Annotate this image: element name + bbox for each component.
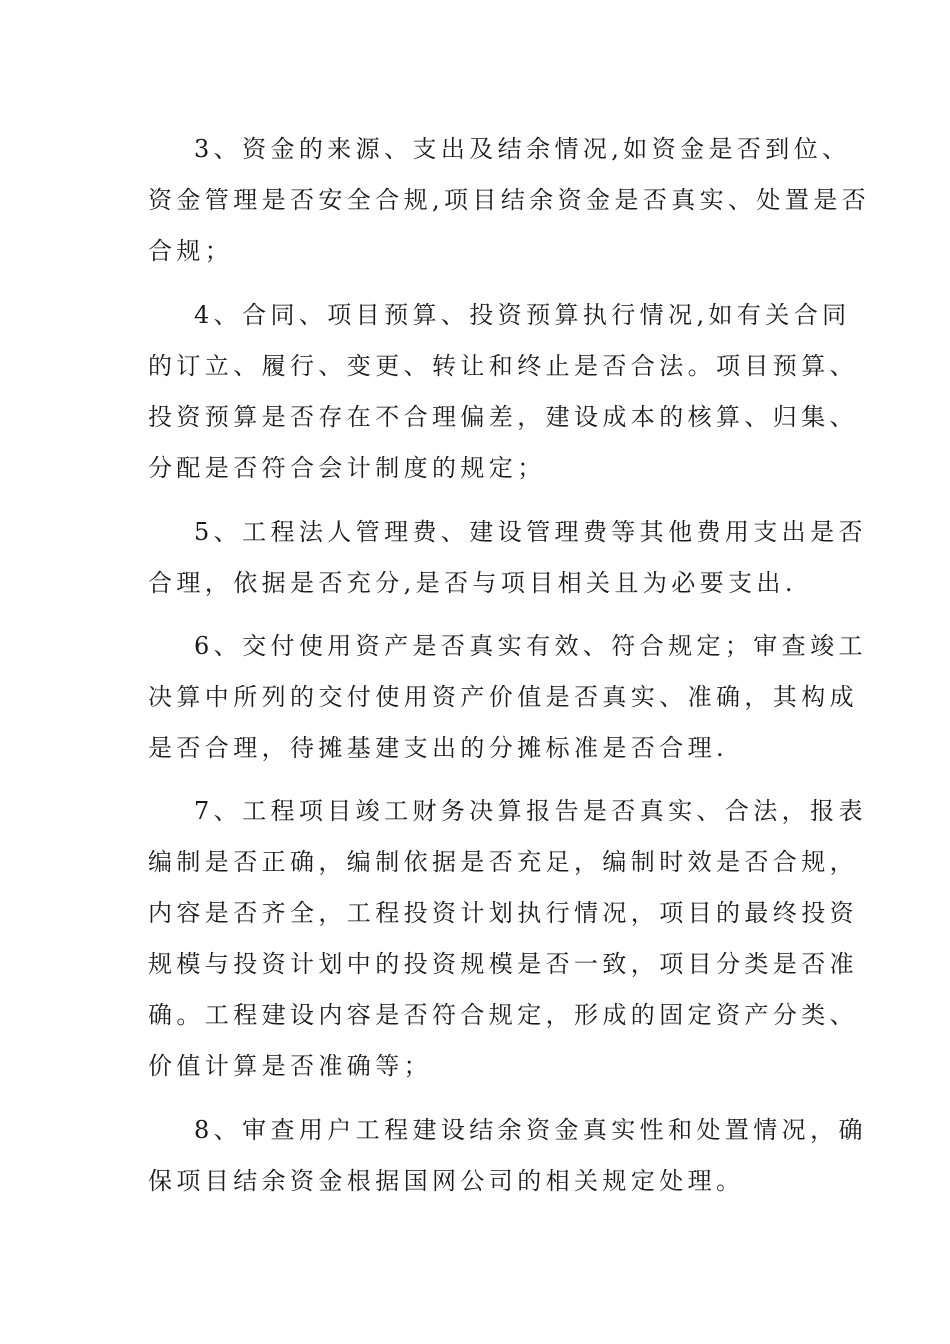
text-line: 7、工程项目竣工财务决算报告是否真实、合法，报表 <box>194 797 867 825</box>
paragraph-item-5 <box>148 507 867 609</box>
text-line: 内容是否齐全，工程投资计划执行情况，项目的最终投资 <box>148 899 858 927</box>
text-line: 是否合理，待摊基建支出的分摊标准是否合理. <box>148 734 729 762</box>
text-line: 决算中所列的交付使用资产价值是否真实、准确，其构成 <box>148 683 858 711</box>
paragraph-item-6 <box>148 621 867 774</box>
text-line: 合规； <box>148 237 234 265</box>
text-line: 资金管理是否安全合规,项目结余资金是否真实、处置是否 <box>148 186 871 214</box>
text-line: 合理，依据是否充分,是否与项目相关且为必要支出. <box>148 569 797 597</box>
text-line: 4、合同、项目预算、投资预算执行情况,如有关合同 <box>194 301 851 329</box>
text-line: 价值计算是否准确等； <box>148 1052 432 1080</box>
text-line: 分配是否符合会计制度的规定； <box>148 454 546 482</box>
paragraph-item-3 <box>148 124 871 277</box>
paragraph-item-8 <box>148 1105 867 1207</box>
text-line: 规模与投资计划中的投资规模是否一致，项目分类是否准 <box>148 950 858 978</box>
paragraph-item-7 <box>148 786 867 1092</box>
text-line: 确。工程建设内容是否符合规定，形成的固定资产分类、 <box>148 1001 858 1029</box>
text-line: 编制是否正确，编制依据是否充足，编制时效是否合规， <box>148 848 858 876</box>
text-line: 8、审查用户工程建设结余资金真实性和处置情况，确 <box>194 1116 867 1144</box>
text-line: 的订立、履行、变更、转让和终止是否合法。项目预算、 <box>148 352 858 380</box>
text-line: 保项目结余资金根据国网公司的相关规定处理。 <box>148 1167 745 1195</box>
paragraph-item-4 <box>148 290 858 494</box>
text-line: 5、工程法人管理费、建设管理费等其他费用支出是否 <box>194 518 867 546</box>
text-line: 3、资金的来源、支出及结余情况,如资金是否到位、 <box>194 135 851 163</box>
text-line: 投资预算是否存在不合理偏差，建设成本的核算、归集、 <box>148 403 858 431</box>
text-line: 6、交付使用资产是否真实有效、符合规定；审查竣工 <box>194 632 867 660</box>
